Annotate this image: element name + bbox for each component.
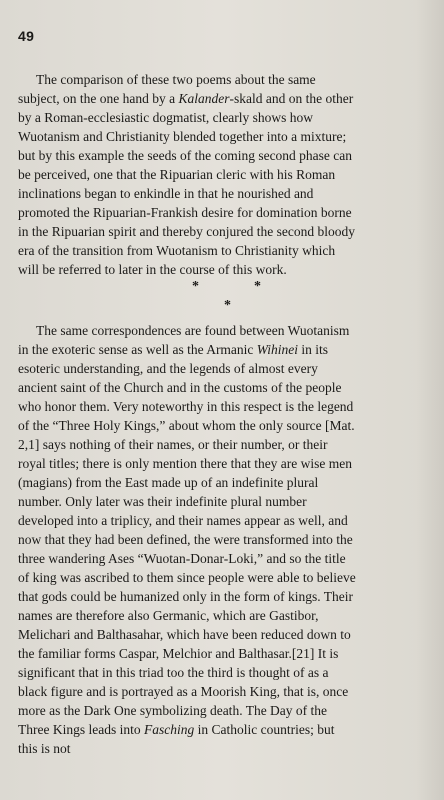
- paragraph-2-line-19: significant that in this triad too the third is thought of as a: [18, 665, 329, 680]
- paragraph-2-line-23: this is not: [18, 741, 71, 756]
- paragraph-2-line-5: who honor them. Very noteworthy in this respect is the legend: [18, 399, 354, 414]
- page-body: [18, 70, 440, 758]
- paragraph-2-line-20: black figure and is portrayed as a Moorish King, that is, once: [18, 684, 349, 699]
- paragraph-2-line-21: more as the Dark One symbolizing death. The Day of the: [18, 703, 328, 718]
- paragraph-1-line-3: by a Roman-ecclesiastic dogmatist, clearly shows how: [18, 110, 314, 125]
- term-kalander: Kalander: [178, 91, 230, 106]
- paragraph-1-line-7: inclinations began to enkindle in that he nourished and: [18, 186, 314, 201]
- paragraph-2-line-12: now that they had been defined, the were transformed into the: [18, 532, 353, 547]
- section-separator: [18, 279, 440, 317]
- paragraph-2-line-17: Melichari and Balthasahar, which have been reduced down to: [18, 627, 351, 642]
- paragraph-2-line-16: names are therefore also Germanic, which are Gastibor,: [18, 608, 319, 623]
- paragraph-1-line-5: but by this example the seeds of the coming second phase can: [18, 148, 353, 163]
- paragraph-2-line-2: in the exoteric sense as well as the Armanic Wihinei in its: [18, 342, 329, 357]
- paragraph-2-line-18: the familiar forms Caspar, Melchior and Balthasar.[21] It is: [18, 646, 339, 661]
- paragraph-1-line-2: subject, on the one hand by a Kalander-skald and on the other: [18, 91, 354, 106]
- paragraph-2-line-15: that gods could be humanized only in the form of kings. Their: [18, 589, 353, 604]
- paragraph-1-line-9: in the Ripuarian spirit and thereby conjured the second bloody: [18, 224, 356, 239]
- paragraph-1-line-8: promoted the Ripuarian-Frankish desire for domination borne: [18, 205, 352, 220]
- paragraph-2-line-7: 2,1] says nothing of their names, or their number, or their: [18, 437, 328, 452]
- paragraph-1-line-6: be perceived, one that the Ripuarian cleric with his Roman: [18, 167, 336, 182]
- paragraph-2-line-14: of king was ascribed to them since people were able to believe: [18, 570, 356, 585]
- paragraph-2-line-1: The same correspondences are found between Wuotanism: [36, 323, 350, 338]
- page-number: 49: [18, 28, 35, 44]
- paragraph-2-line-4: ancient saint of the Church and in the customs of the people: [18, 380, 342, 395]
- paragraph-2-line-10: number. Only later was their indefinite plural number: [18, 494, 307, 509]
- term-fasching: Fasching: [143, 722, 195, 737]
- paragraph-1-line-11: will be referred to later in the course of this work.: [18, 262, 287, 277]
- separator-asterisk: *: [224, 298, 231, 313]
- paragraph-2-line-6: of the “Three Holy Kings,” about whom the only source [Mat.: [18, 418, 355, 433]
- paragraph-2-line-13: three wandering Ases “Wuotan-Donar-Loki,” and so the title: [18, 551, 346, 566]
- paragraph-2-line-11: developed into a triplicy, and their names appear as well, and: [18, 513, 348, 528]
- paragraph-2-line-9: (magians) from the East made up of an indefinite plural: [18, 475, 319, 490]
- separator-asterisk: *: [192, 279, 199, 294]
- paragraph-2-line-3: esoteric understanding, and the legends of almost every: [18, 361, 318, 376]
- paragraph-1-line-4: Wuotanism and Christianity blended together into a mixture;: [18, 129, 347, 144]
- separator-asterisk: *: [254, 279, 261, 294]
- paragraph-2-line-22: Three Kings leads into Fasching in Catholic countries; but: [18, 722, 335, 737]
- paragraph-1-line-10: era of the transition from Wuotanism to Christianity which: [18, 243, 336, 258]
- term-wihinei: Wihinei: [256, 342, 299, 357]
- paragraph-1-line-1: The comparison of these two poems about the same: [36, 72, 316, 87]
- paragraph-2-line-8: royal titles; there is only mention there that they are wise men: [18, 456, 353, 471]
